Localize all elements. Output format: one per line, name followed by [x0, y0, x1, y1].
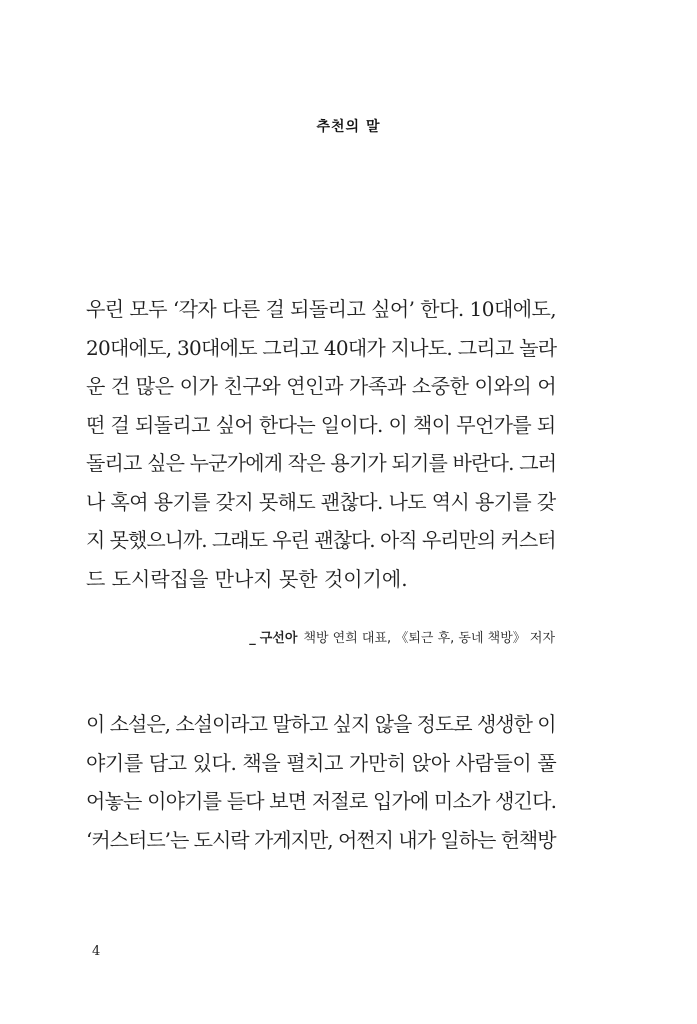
page-number: 4 [92, 944, 101, 959]
paragraph-line: 20대에도, 30대에도 그리고 40대가 지나도. 그리고 놀라 [86, 335, 557, 360]
paragraph-line: 나 혹여 용기를 갖지 못해도 괜찮다. 나도 역시 용기를 갖 [86, 489, 556, 514]
recommendation-paragraph-2 [86, 705, 556, 859]
paragraph-line: 운 건 많은 이가 친구와 연인과 가족과 소중한 이와의 어 [86, 374, 557, 398]
paragraph-line: 야기를 담고 있다. 책을 펼치고 가만히 앉아 사람들이 풀 [86, 750, 557, 775]
paragraph-line: 돌리고 싶은 누군가에게 작은 용기가 되기를 바란다. 그러 [86, 451, 557, 475]
paragraph-line: 이 소설은, 소설이라고 말하고 싶지 않을 정도로 생생한 이 [86, 712, 556, 736]
attribution-description: 책방 연희 대표, 《퇴근 후, 동네 책방》 저자 [303, 631, 555, 646]
paragraph-line: 지 못했으니까. 그래도 우린 괜찮다. 아직 우리만의 커스터 [86, 528, 556, 552]
page-title: 추천의 말 [316, 119, 381, 135]
paragraph-line: 떤 걸 되돌리고 싶어 한다는 일이다. 이 책이 무언가를 되 [86, 412, 556, 437]
paragraph-line: 우린 모두 ‘각자 다른 걸 되돌리고 싶어’ 한다. 10대에도, [86, 297, 557, 321]
paragraph-line: 어놓는 이야기를 듣다 보면 저절로 입가에 미소가 생긴다. [86, 789, 557, 813]
attribution-dash: _ [249, 631, 256, 646]
recommendation-paragraph-1 [86, 290, 556, 598]
attribution-name: 구선아 [259, 631, 298, 646]
attribution [249, 627, 555, 646]
paragraph-line: 드 도시락집을 만나지 못한 것이기에. [86, 566, 408, 591]
paragraph-line: ‘커스터드’는 도시락 가게지만, 어쩐지 내가 일하는 헌책방 [86, 827, 556, 852]
